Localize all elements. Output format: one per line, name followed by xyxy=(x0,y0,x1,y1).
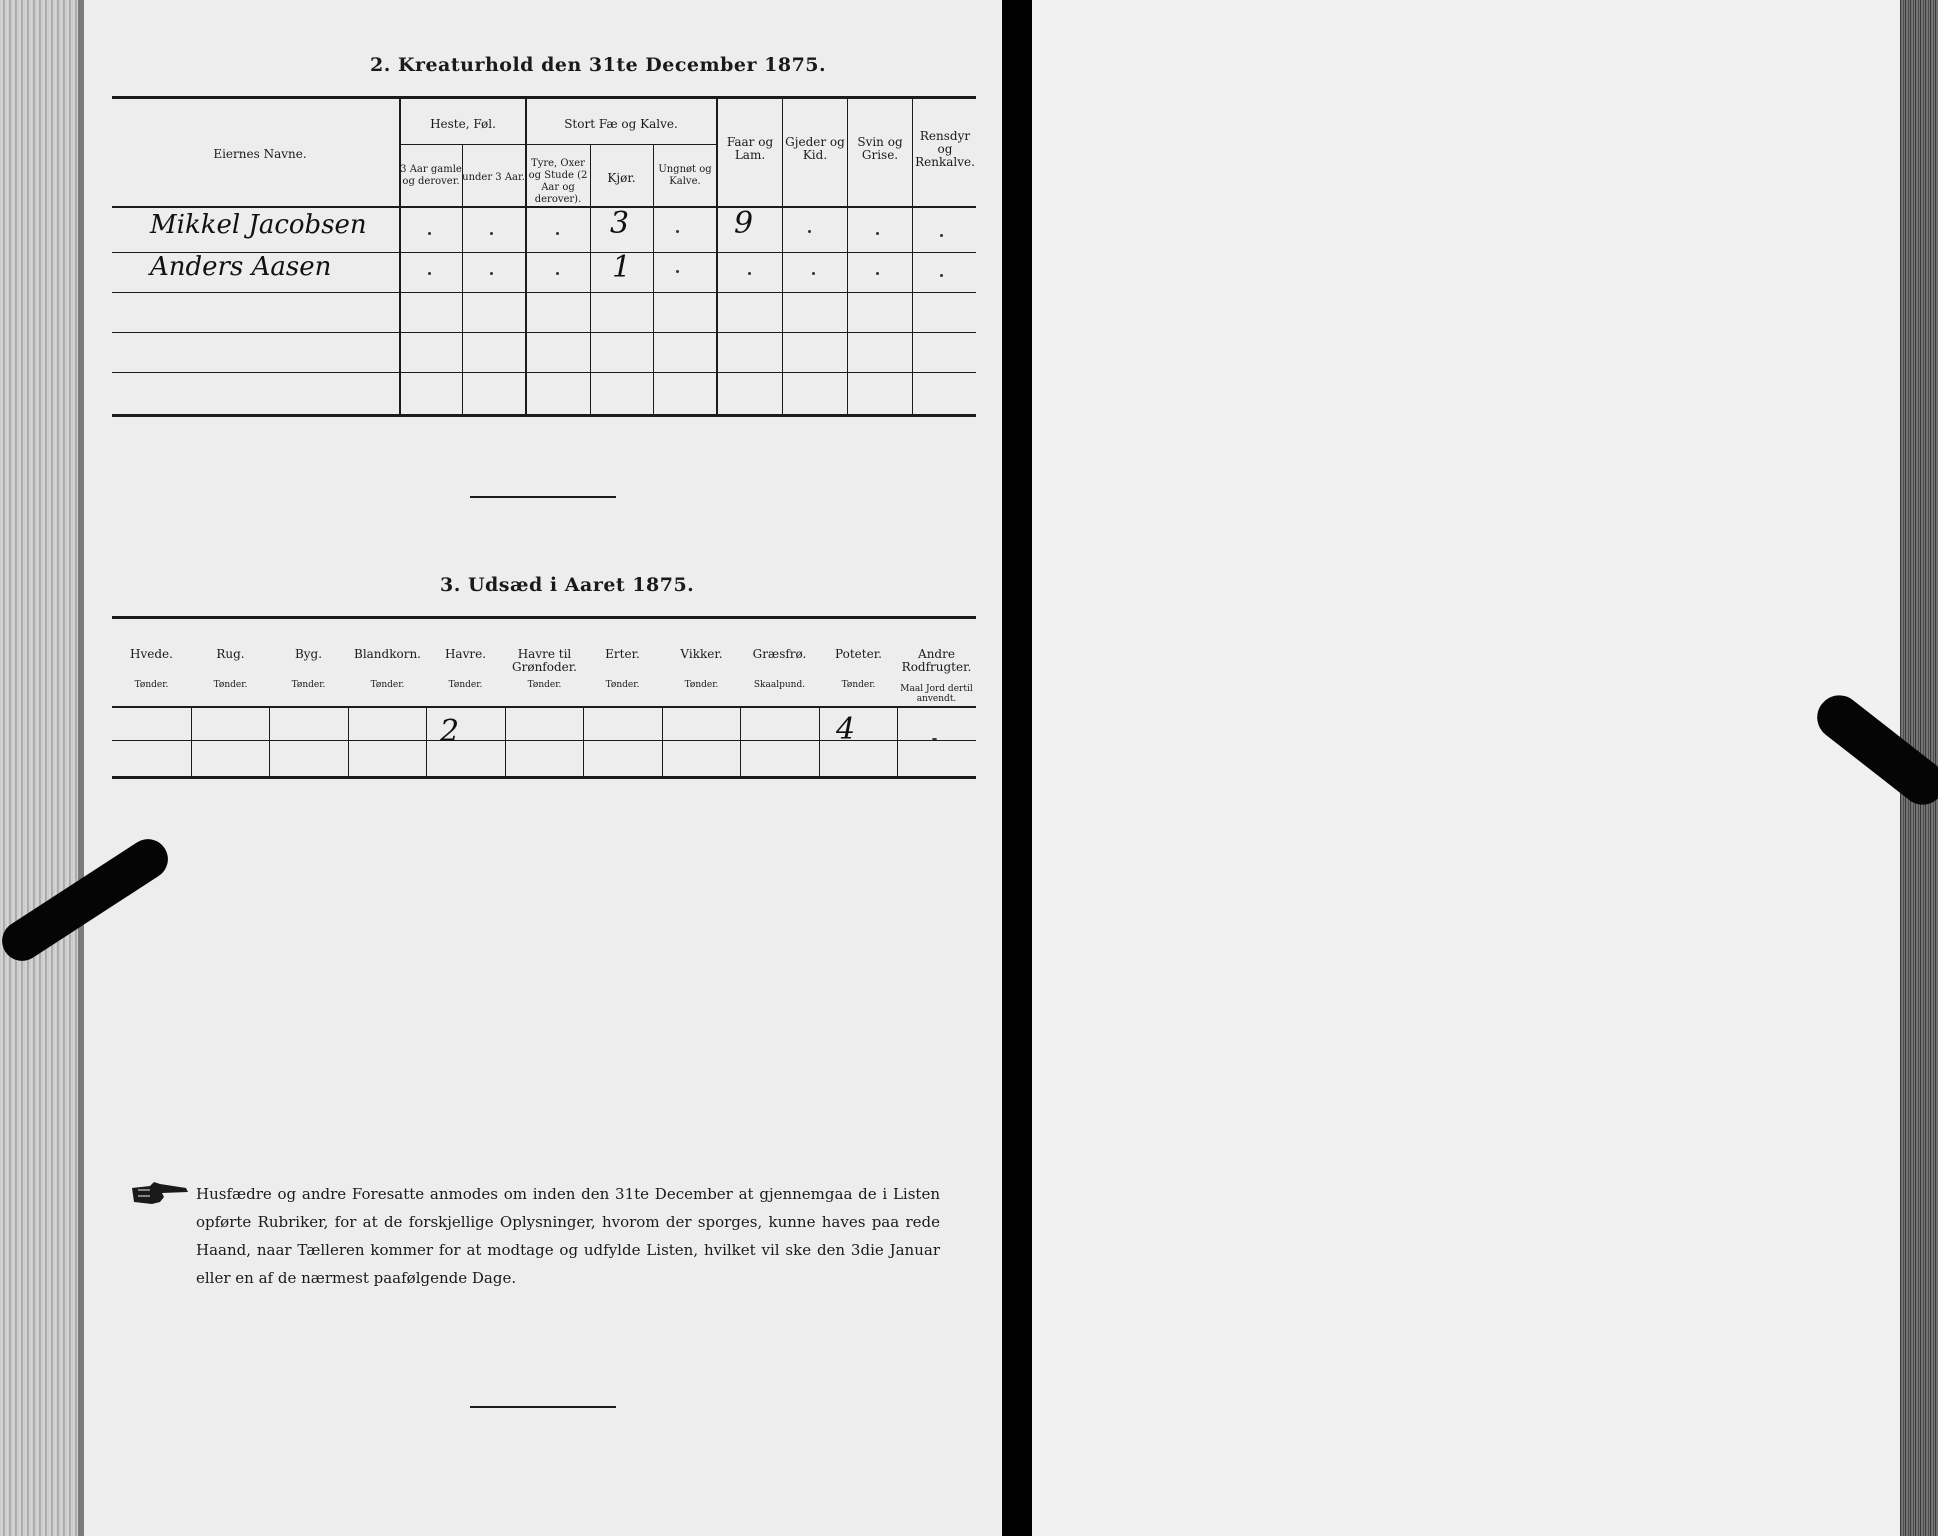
empty-mark xyxy=(428,272,431,275)
empty-mark xyxy=(676,270,679,273)
table3-col-line xyxy=(897,706,898,778)
empty-mark xyxy=(676,230,679,233)
sowing-column-unit: Tønder. xyxy=(370,680,405,690)
sowing-column-unit: Tønder. xyxy=(213,680,248,690)
table3-col-line xyxy=(505,706,506,778)
sowing-column-label: Blandkorn. xyxy=(354,647,421,661)
empty-mark xyxy=(876,272,879,275)
table3-col-line xyxy=(426,706,427,778)
empty-mark xyxy=(556,232,559,235)
table3-header-rule xyxy=(112,706,976,708)
horse-over3-header: 3 Aar gamle og derover. xyxy=(400,164,462,187)
sowing-column-unit: Maal Jord dertil anvendt. xyxy=(900,684,973,704)
cattle-group-header: Stort Fæ og Kalve. xyxy=(564,117,678,131)
sheep-header: Faar og Lam. xyxy=(726,135,774,162)
sowing-column-unit: Skaalpund. xyxy=(753,680,806,690)
empty-mark xyxy=(490,272,493,275)
owner-name-row1: Mikkel Jacobsen xyxy=(150,210,367,240)
table2-col-line xyxy=(590,145,591,415)
table2-col-line xyxy=(462,145,463,415)
book-gutter xyxy=(1002,0,1032,1536)
empty-mark xyxy=(876,232,879,235)
instructions-notice: Husfædre og andre Foresatte anmodes om inden den 31te December at gjennemgaa de i Listen opførte Rubriker, for at de forskjellige Oplysninger, hvorom der sporges, kunne haves paa rede Haand, naar Tælleren kommer for at modtage og udfylde Listen, hvilket vil ske den 3die Januar eller en af de nærmest paafølgende Dage. xyxy=(196,1185,940,1287)
sowing-column-label: Poteter. xyxy=(835,647,882,661)
empty-mark xyxy=(940,234,943,237)
sowing-column-unit: Tønder. xyxy=(841,680,876,690)
table3-col-line xyxy=(583,706,584,778)
cows-header: Kjør. xyxy=(607,171,636,185)
reindeer-header: Rensdyr og Renkalve. xyxy=(915,129,975,169)
sowing-column-unit: Tønder. xyxy=(605,680,640,690)
table3-col-line xyxy=(191,706,192,778)
section2-title: 2. Kreaturhold den 31te December 1875. xyxy=(370,54,827,76)
havre-value: 2 xyxy=(440,714,460,749)
owner-header: Eiernes Navne. xyxy=(213,147,307,161)
right-page-blank xyxy=(1032,0,1900,1536)
sowing-column-label: Erter. xyxy=(605,647,640,661)
sowing-column-unit: Tønder. xyxy=(291,680,326,690)
empty-mark xyxy=(748,272,751,275)
sowing-column-unit: Tønder. xyxy=(684,680,719,690)
sowing-column-unit: Tønder. xyxy=(448,680,483,690)
bottom-separator-rule xyxy=(470,1406,616,1408)
cattle-group-rule xyxy=(526,144,716,145)
book-page-edges xyxy=(0,0,78,1536)
table3-top-rule xyxy=(112,616,976,619)
table2-col-line xyxy=(399,97,401,415)
goats-header: Gjeder og Kid. xyxy=(785,135,845,162)
empty-mark xyxy=(812,272,815,275)
sowing-column-label: Hvede. xyxy=(130,647,173,661)
table3-col-line xyxy=(819,706,820,778)
section3-title: 3. Udsæd i Aaret 1875. xyxy=(440,574,695,596)
sowing-column-unit: Tønder. xyxy=(527,680,562,690)
sowing-column-label: Andre Rodfrugter. xyxy=(901,647,972,674)
sowing-column-label: Havre. xyxy=(444,647,487,661)
empty-mark xyxy=(490,232,493,235)
empty-mark xyxy=(932,738,937,740)
bulls-header: Tyre, Oxer og Stude (2 Aar og derover). xyxy=(528,158,588,205)
table3-col-line xyxy=(740,706,741,778)
sowing-column-unit: Tønder. xyxy=(134,680,169,690)
horse-under3-header: under 3 Aar. xyxy=(462,172,525,183)
empty-mark xyxy=(428,232,431,235)
table3-col-line xyxy=(348,706,349,778)
table2-col-line xyxy=(525,97,527,415)
page-edge-shadow xyxy=(78,0,84,1536)
empty-mark xyxy=(556,272,559,275)
sheep-row1-value: 9 xyxy=(734,206,754,241)
cows-row1-value: 3 xyxy=(610,206,630,241)
horse-group-header: Heste, Føl. xyxy=(430,117,496,131)
table3-col-line xyxy=(269,706,270,778)
sowing-column-label: Havre til Grønfoder. xyxy=(512,647,577,674)
table3-bottom-rule xyxy=(112,776,976,779)
poteter-value: 4 xyxy=(836,712,856,747)
sowing-column-label: Byg. xyxy=(294,647,323,661)
owner-name-row2: Anders Aasen xyxy=(150,252,332,282)
empty-mark xyxy=(808,230,811,233)
empty-mark xyxy=(940,274,943,277)
separator-rule xyxy=(470,496,616,498)
sowing-column-label: Vikker. xyxy=(680,647,723,661)
pointing-hand-icon xyxy=(130,1180,190,1206)
cows-row2-value: 1 xyxy=(612,250,632,285)
pigs-header: Svin og Grise. xyxy=(857,135,903,162)
sowing-column-label: Græsfrø. xyxy=(752,647,807,661)
horse-group-rule xyxy=(400,144,526,145)
young-cattle-header: Ungnøt og Kalve. xyxy=(658,164,712,187)
sowing-column-label: Rug. xyxy=(216,647,245,661)
table3-col-line xyxy=(662,706,663,778)
